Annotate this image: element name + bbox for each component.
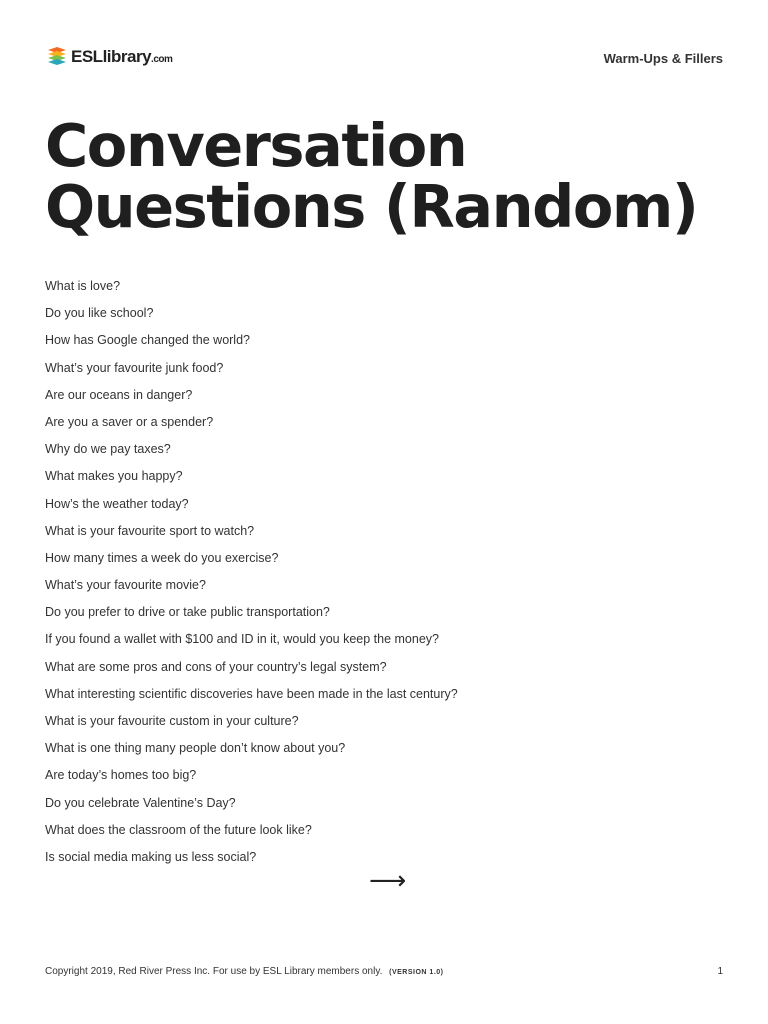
logo-wordmark bbox=[71, 47, 172, 67]
logo-esl: ESL bbox=[71, 47, 103, 66]
list-item: How’s the weather today? bbox=[45, 496, 189, 511]
list-item: What makes you happy? bbox=[45, 469, 183, 484]
question-list bbox=[45, 273, 458, 871]
page-number: 1 bbox=[717, 966, 723, 977]
list-item: What is your favourite sport to watch? bbox=[45, 523, 255, 538]
list-item: Do you celebrate Valentine’s Day? bbox=[45, 795, 236, 810]
list-item: If you found a wallet with $100 and ID in it, would you keep the money? bbox=[45, 632, 439, 647]
list-item: Are today’s homes too big? bbox=[45, 768, 197, 783]
next-arrow-icon: ⟶ bbox=[369, 866, 407, 896]
esl-library-logo bbox=[46, 44, 172, 70]
list-item: How has Google changed the world? bbox=[45, 333, 250, 348]
list-item: What is love? bbox=[45, 279, 121, 293]
list-item: What’s your favourite junk food? bbox=[45, 360, 224, 375]
list-item: Do you prefer to drive or take public transportation? bbox=[45, 605, 330, 620]
copyright-text: Copyright 2019, Red River Press Inc. For use by ESL Library members only. bbox=[45, 966, 383, 977]
title-line-2: Questions (Random) bbox=[45, 172, 698, 241]
list-item: What is one thing many people don’t know about you? bbox=[45, 741, 346, 756]
list-item: Is social media making us less social? bbox=[45, 849, 257, 864]
list-item: What are some pros and cons of your country’s legal system? bbox=[45, 659, 387, 674]
logo-library: library bbox=[102, 47, 152, 66]
list-item: Are you a saver or a spender? bbox=[45, 414, 214, 429]
page-header bbox=[46, 44, 723, 74]
logo-com: .com bbox=[151, 54, 173, 65]
title-line-1: Conversation bbox=[45, 111, 467, 180]
page-footer bbox=[45, 966, 723, 977]
list-item: What is your favourite custom in your culture? bbox=[45, 714, 299, 728]
list-item: What does the classroom of the future look like? bbox=[45, 822, 312, 837]
book-stack-icon bbox=[46, 44, 68, 70]
list-item: Why do we pay taxes? bbox=[45, 442, 171, 457]
list-item: What interesting scientific discoveries have been made in the last century? bbox=[45, 686, 458, 701]
version-label: (VERSION 1.0) bbox=[389, 969, 444, 976]
list-item: How many times a week do you exercise? bbox=[45, 550, 279, 565]
section-label: Warm-Ups & Fillers bbox=[603, 51, 723, 66]
list-item: Do you like school? bbox=[45, 306, 154, 321]
list-item: Are our oceans in danger? bbox=[45, 387, 193, 402]
list-item: What’s your favourite movie? bbox=[45, 578, 206, 593]
page-title bbox=[45, 111, 725, 241]
